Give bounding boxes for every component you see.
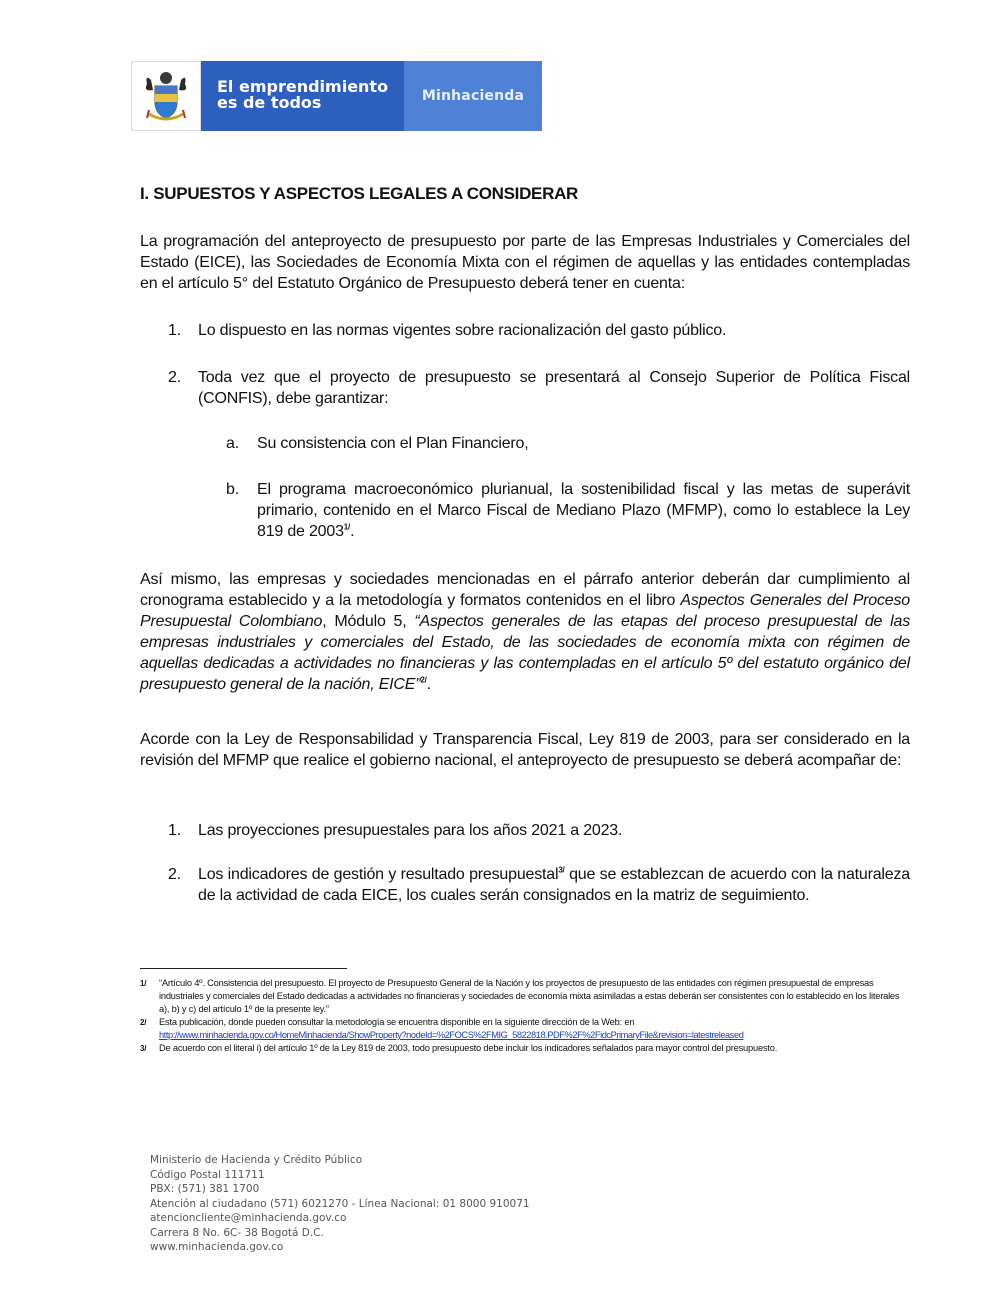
footnote-1 [140, 977, 910, 1016]
slogan-line-1: El emprendimiento [217, 77, 389, 96]
sublist-letter: a. [226, 435, 239, 452]
list-text: Las proyecciones presupuestales para los años 2021 a 2023. [198, 822, 623, 839]
list-item [168, 820, 910, 841]
footer-citizen-line: Atención al ciudadano (571) 6021270 - Línea Nacional: 01 8000 910071 [150, 1197, 530, 1210]
footnote-ref: 1/ [343, 522, 351, 532]
paragraph-text [140, 569, 910, 695]
brand-label: Minhacienda [404, 61, 542, 131]
list-number: 2. [168, 369, 181, 386]
footnote-text: De acuerdo con el literal i) del artículo 1º de la Ley 819 de 2003, todo presupuesto debe incluir los indicadores señalados para mayor control del presupuesto. [159, 1043, 778, 1053]
footer-ministry: Ministerio de Hacienda y Crédito Público [150, 1154, 363, 1166]
paragraph-text: Acorde con la Ley de Responsabilidad y Transparencia Fiscal, Ley 819 de 2003, para ser considerado en la revisión del MFMP que realice el gobierno nacional, el anteproyecto de presupuesto se deberá acompañar de: [140, 731, 910, 769]
list-number: 1. [168, 822, 181, 839]
intro-text: La programación del anteproyecto de presupuesto por parte de las Empresas Industriales y Comerciales del Estado (EICE), las Sociedades de Economía Mixta con el régimen de aquellas y las entidades contempladas en el artículo 5° del Estatuto Orgánico de Presupuesto deberá tener en cuenta: [140, 233, 910, 292]
sublist-text-body: El programa macroeconómico plurianual, la sostenibilidad fiscal y las metas de superávit primario, contenido en el Marco Fiscal de Mediano Plazo (MFMP), como lo establece la Ley 819 de 2003 [257, 481, 910, 540]
section-title: I. SUPUESTOS Y ASPECTOS LEGALES A CONSIDERAR [140, 184, 579, 203]
footer-address: Carrera 8 No. 6C- 38 Bogotá D.C. [150, 1226, 324, 1239]
sublist-text: Su consistencia con el Plan Financiero, [257, 435, 529, 452]
slogan-line-2: es de todos [217, 93, 322, 112]
list-item [168, 320, 910, 341]
footnote-divider [140, 968, 347, 969]
footnote-mark: 2/ [140, 1018, 147, 1027]
sublist-letter: b. [226, 481, 239, 498]
paragraph-methodology [140, 569, 910, 695]
list-text [198, 864, 910, 906]
footnote-ref: 2/ [420, 675, 427, 685]
footnote-2 [140, 1016, 910, 1042]
footnote-mark: 1/ [140, 979, 147, 988]
list-item [168, 367, 910, 409]
footnote-text: “Artículo 4º. Consistencia del presupuesto. El proyecto de Presupuesto General de la Nación y los proyectos de presupuesto de las entidades con régimen presupuestal de empresas industriales y comerciales del Estado dedicadas a actividades no financieras y sociedades de economía mixta asimiladas a estas deberán ser consistentes con lo establecido en los literales a), b) y c) del artículo 1º de la presente ley.” [159, 978, 900, 1014]
paragraph-law [140, 729, 910, 771]
slogan [201, 61, 404, 131]
footnote-link[interactable]: http://www.minhacienda.gov.co/HomeMinhacienda/ShowProperty?nodeId=%2FOCS%2FMIG_5822818.PDF%2F%2FidcPrimaryFile&revision=latestreleased [159, 1030, 744, 1040]
list-item [168, 864, 910, 906]
footnote-3 [140, 1042, 910, 1055]
module-title: “Aspectos generales de las etapas del proceso presupuestal de las empresas industriales y comerciales del Estado, de las sociedades de economía mixta con régimen de aquellas dedicadas a actividades no financieras y las contempladas en el artículo 5º del estatuto orgánico del presupuesto general de la nación, EICE” [140, 613, 910, 693]
footnotes [140, 977, 910, 1055]
footer-email[interactable]: atencioncliente@minhacienda.gov.co [150, 1212, 347, 1224]
footer-postal-code: Código Postal 111711 [150, 1168, 265, 1181]
paragraph-end: . [426, 676, 431, 693]
page-footer [150, 1153, 530, 1255]
sublist-item [226, 433, 910, 454]
list-text: Lo dispuesto en las normas vigentes sobre racionalización del gasto público. [198, 322, 727, 339]
footnote-mark: 3/ [140, 1044, 147, 1053]
intro-paragraph [140, 231, 910, 294]
coat-of-arms-icon [143, 70, 189, 122]
book-title: Aspectos Generales del Proceso Presupuestal Colombiano [140, 592, 910, 630]
sublist-item [226, 479, 910, 542]
footnote-text: Esta publicación, donde pueden consultar la metodología se encuentra disponible en la siguiente dirección de la Web: en [159, 1017, 635, 1027]
list-text-a: Los indicadores de gestión y resultado presupuestal [198, 866, 559, 883]
list-number: 1. [168, 322, 181, 339]
footnote-ref: 3/ [558, 865, 565, 875]
footer-pbx: PBX: (571) 381 1700 [150, 1183, 260, 1195]
header-banner [131, 61, 542, 131]
coat-of-arms-logo [131, 61, 201, 131]
paragraph-plain: Así mismo, las empresas y sociedades mencionadas en el párrafo anterior deberán dar cumplimiento al cronograma establecido y a la metodología y formatos contenidos en el libro [140, 571, 910, 609]
list-text-b: que se establezcan de acuerdo con la naturaleza de la actividad de cada EICE, los cuales serán consignados en la matriz de seguimiento. [198, 866, 910, 904]
list-number: 2. [168, 866, 181, 883]
footer-website[interactable]: www.minhacienda.gov.co [150, 1241, 284, 1253]
list-text: Toda vez que el proyecto de presupuesto se presentará al Consejo Superior de Política Fiscal (CONFIS), debe garantizar: [198, 369, 910, 407]
module-ref: , Módulo 5, [322, 613, 415, 630]
sublist-text: El programa macroeconómico plurianual, la sostenibilidad fiscal y las metas de superávit primario, contenido en el Marco Fiscal de Mediano Plazo (MFMP), como lo establece la Ley 819 de 2003$^{1/}$. [257, 481, 910, 540]
